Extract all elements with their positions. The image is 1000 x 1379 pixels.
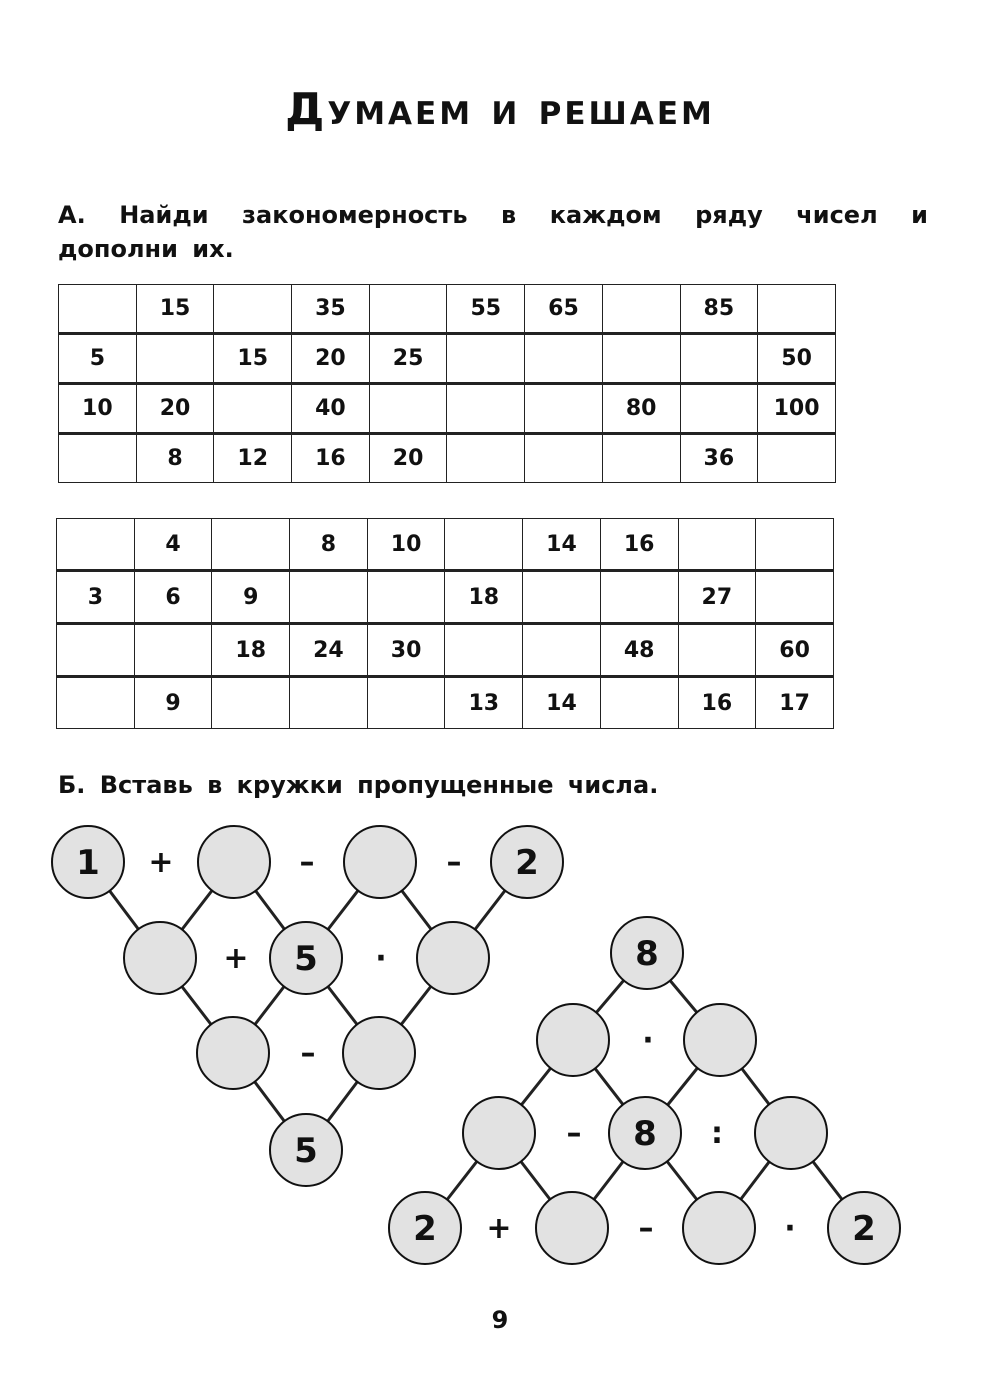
number-cell: 20 [136, 384, 214, 434]
number-cell: 14 [523, 677, 601, 729]
empty-circle[interactable] [463, 1097, 535, 1169]
number-cell: 15 [136, 285, 214, 334]
empty-circle[interactable] [124, 922, 196, 994]
number-cell: 12 [214, 434, 292, 483]
number-cell: 10 [59, 384, 137, 434]
empty-circle[interactable] [198, 826, 270, 898]
circle-number: 1 [76, 843, 100, 883]
operator-sign: – [638, 1211, 654, 1246]
circle-number: 2 [515, 843, 539, 883]
circle-number: 2 [413, 1209, 437, 1249]
empty-circle[interactable] [344, 826, 416, 898]
operator-sign: · [642, 1023, 654, 1058]
number-cell: 25 [369, 334, 447, 384]
task-b-instruction: Б. Вставь в кружки пропущенные числа. [58, 771, 659, 799]
empty-circle[interactable] [197, 1017, 269, 1089]
number-cell: 30 [367, 624, 445, 677]
number-cell: 4 [134, 519, 212, 571]
circle-number: 2 [852, 1209, 876, 1249]
empty-circle[interactable] [417, 922, 489, 994]
number-cell: 20 [369, 434, 447, 483]
number-cell: 18 [445, 571, 523, 624]
number-cell: 55 [447, 285, 525, 334]
number-cell: 35 [292, 285, 370, 334]
empty-circle[interactable] [537, 1004, 609, 1076]
number-cell: 13 [445, 677, 523, 729]
operator-sign: : [711, 1116, 723, 1151]
number-cell: 16 [292, 434, 370, 483]
empty-circle[interactable] [536, 1192, 608, 1264]
number-cell: 16 [600, 519, 678, 571]
number-cell: 40 [292, 384, 370, 434]
number-cell: 9 [212, 571, 290, 624]
number-cell: 20 [292, 334, 370, 384]
circle-number: 8 [633, 1114, 657, 1154]
number-cell: 16 [678, 677, 756, 729]
number-cell: 3 [57, 571, 135, 624]
operator-sign: + [148, 845, 174, 880]
number-cell: 65 [525, 285, 603, 334]
number-cell: 24 [290, 624, 368, 677]
circle-number: 8 [635, 934, 659, 974]
number-cell: 85 [680, 285, 758, 334]
operator-sign: + [223, 941, 249, 976]
operator-sign: – [446, 845, 462, 880]
page-title: Думаем и решаем [285, 84, 715, 135]
operator-sign: – [300, 1036, 316, 1071]
operator-sign: · [375, 941, 387, 976]
empty-circle[interactable] [683, 1192, 755, 1264]
number-cell: 27 [678, 571, 756, 624]
circle-number: 5 [294, 1131, 318, 1171]
empty-circle[interactable] [755, 1097, 827, 1169]
number-cell: 80 [602, 384, 680, 434]
number-cell: 18 [212, 624, 290, 677]
number-cell: 8 [290, 519, 368, 571]
empty-circle[interactable] [343, 1017, 415, 1089]
number-cell: 5 [59, 334, 137, 384]
number-cell: 17 [756, 677, 834, 729]
empty-circle[interactable] [684, 1004, 756, 1076]
number-cell: 100 [758, 384, 836, 434]
operator-sign: + [486, 1211, 512, 1246]
operator-sign: – [299, 845, 315, 880]
number-cell: 36 [680, 434, 758, 483]
number-cell: 10 [367, 519, 445, 571]
circle-number: 5 [294, 939, 318, 979]
number-cell: 15 [214, 334, 292, 384]
number-cell: 8 [136, 434, 214, 483]
number-cell: 60 [756, 624, 834, 677]
number-cell: 6 [134, 571, 212, 624]
number-cell: 50 [758, 334, 836, 384]
number-cell: 9 [134, 677, 212, 729]
task-a-instruction: А. Найди закономерность в каждом ряду чисел и дополни их. [58, 201, 928, 263]
page-number: 9 [491, 1306, 509, 1334]
number-cell: 14 [523, 519, 601, 571]
operator-sign: – [566, 1116, 582, 1151]
number-cell: 48 [600, 624, 678, 677]
operator-sign: · [784, 1211, 796, 1246]
